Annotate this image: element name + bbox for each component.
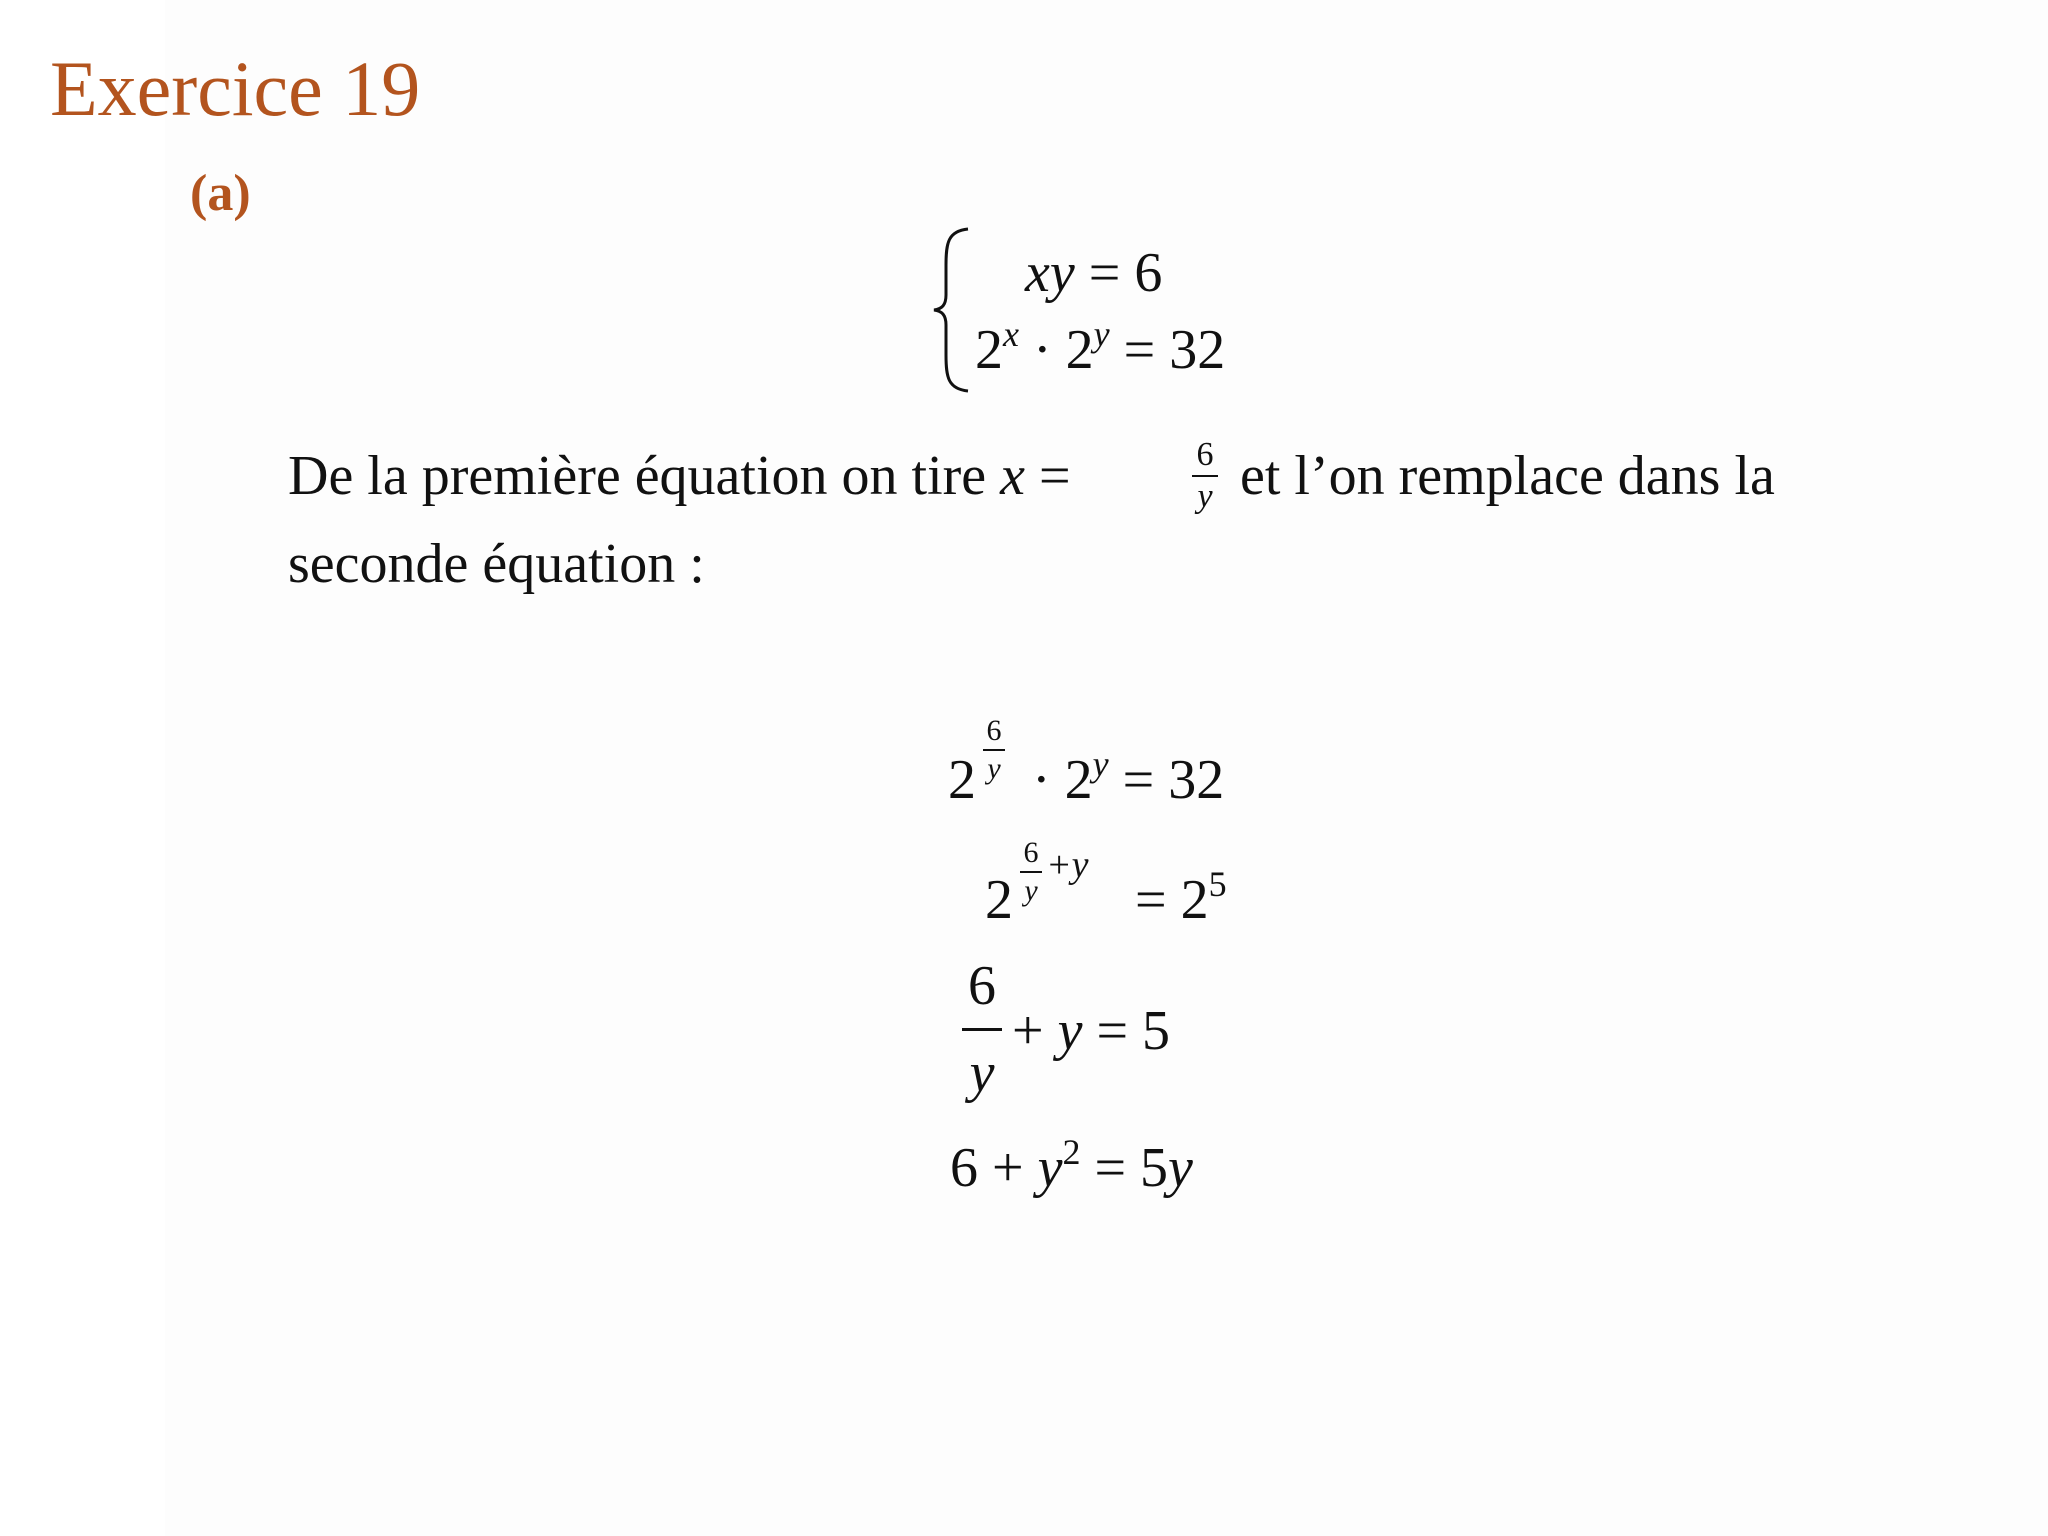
step4-rel: =	[1094, 1137, 1127, 1199]
part-label: (a)	[190, 165, 251, 222]
system-brace	[930, 225, 972, 395]
step1-exp-bar	[983, 749, 1005, 751]
eq2-rel: =	[1123, 319, 1156, 381]
step2-exp-bar	[1020, 871, 1042, 873]
step1-exp-2: y	[1092, 744, 1109, 784]
eq2-base-2: 2	[1065, 319, 1094, 381]
step3-num: 6	[968, 955, 996, 1017]
paragraph-line-1-rest: et l’on remplace dans la	[1240, 445, 1775, 507]
step3-plus: +	[1012, 1000, 1044, 1062]
system-equation-2	[975, 314, 1226, 381]
step3-bar	[962, 1028, 1002, 1031]
step1-exp-fraction	[983, 716, 1005, 784]
step1-base-1: 2	[948, 749, 976, 811]
paragraph-eq-sign: =	[1039, 445, 1071, 507]
eq2-base-1: 2	[975, 319, 1003, 381]
exercise-title: Exercice 19	[50, 45, 421, 132]
step1-exp-den: y	[987, 752, 1001, 785]
step3-den: y	[969, 1042, 995, 1104]
step1-rel: =	[1122, 749, 1155, 811]
eq1-rel: =	[1088, 242, 1121, 304]
step2-exp-fraction	[1020, 838, 1042, 906]
paragraph-frac-den: y	[1197, 478, 1213, 515]
paragraph-fraction	[1192, 438, 1218, 514]
paragraph-frac-num: 6	[1196, 436, 1214, 473]
step4-const: 6	[950, 1137, 978, 1199]
eq1-lhs: xy	[1025, 242, 1075, 304]
step3-var: y	[1057, 1000, 1083, 1062]
paragraph-text-1: De la première équation on tire	[288, 445, 987, 507]
step4-rhs-const: 5	[1140, 1137, 1169, 1199]
step3-fraction	[962, 955, 1002, 1104]
step1-exp-num: 6	[986, 714, 1002, 747]
step2-rel: =	[1135, 869, 1167, 931]
step4-plus: +	[992, 1137, 1024, 1199]
step3-rhs: 5	[1142, 1000, 1171, 1062]
step1-dot: ·	[1032, 749, 1051, 811]
step4-rhs-var: y	[1168, 1137, 1193, 1199]
step1-base-2: 2	[1064, 749, 1093, 811]
eq2-exp-2: y	[1093, 314, 1110, 354]
paragraph-line-2: seconde équation :	[288, 533, 705, 595]
paragraph-line-1	[288, 445, 1071, 507]
step2-exp-num: 6	[1023, 836, 1039, 869]
paragraph-var-x: x	[1000, 445, 1025, 507]
paragraph-frac-bar	[1192, 475, 1218, 477]
system-equation-1	[1025, 242, 1163, 304]
eq2-rhs: 32	[1169, 319, 1226, 381]
step4-var: y	[1037, 1137, 1063, 1199]
eq1-rhs: 6	[1134, 242, 1163, 304]
step1-rhs: 32	[1168, 749, 1225, 811]
step2-rhs-exp: 5	[1208, 864, 1227, 904]
step2-rhs-base: 2	[1180, 869, 1209, 931]
step-3	[1012, 1000, 1171, 1062]
step-4	[950, 1132, 1193, 1199]
eq2-dot: ·	[1032, 319, 1052, 381]
eq2-exp-1: x	[1003, 314, 1019, 354]
step4-exp: 2	[1062, 1132, 1081, 1172]
step2-base: 2	[985, 869, 1013, 931]
step2-exp-den: y	[1024, 874, 1038, 907]
step2-exp-rest: +y	[1046, 844, 1089, 886]
step3-rel: =	[1096, 1000, 1129, 1062]
